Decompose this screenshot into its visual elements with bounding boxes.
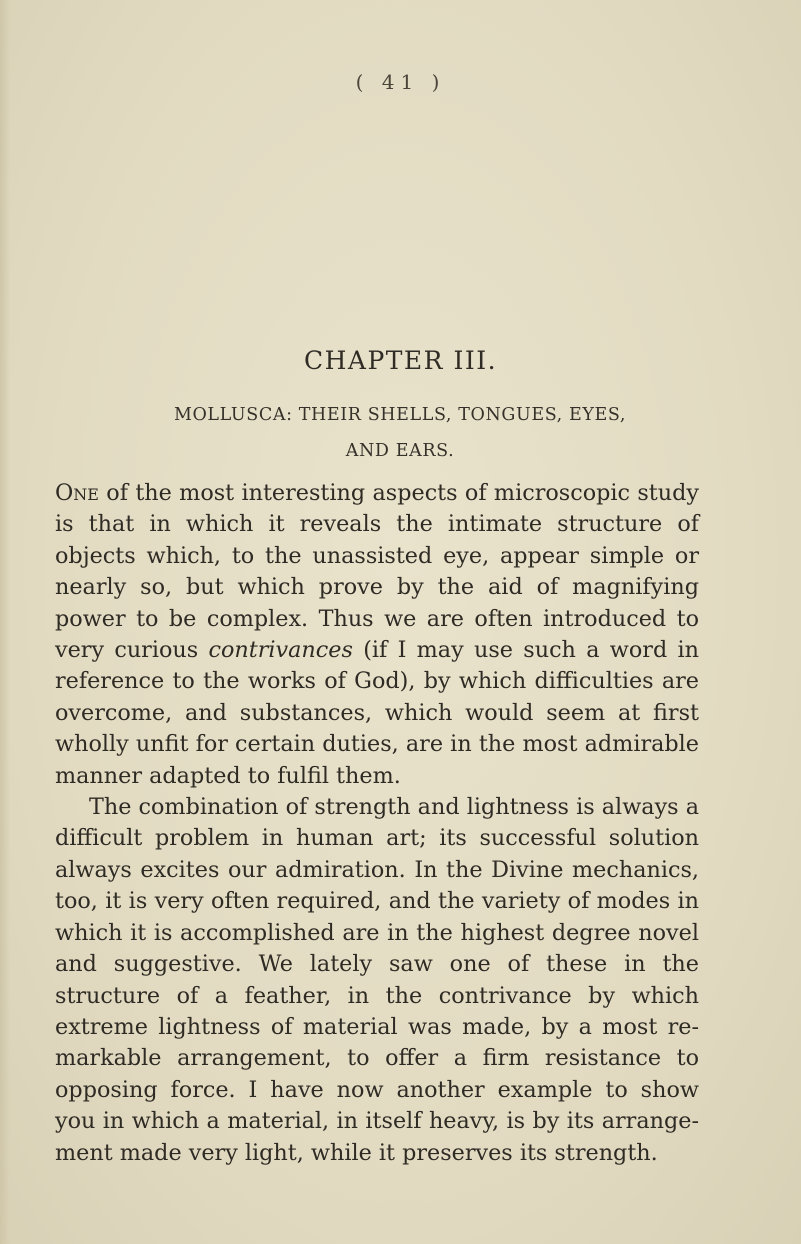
page-edge-shadow [0,0,10,1244]
chapter-subtitle: MOLLUSCA: THEIR SHELLS, TONGUES, EYES, AND EARS. [173,405,627,461]
chapter-title: CHAPTER III. [303,346,498,375]
paragraph-lead-word: One [55,480,99,506]
paragraph-2: The combination of strength and lightness is always a difficult problem in human art; its successful solution always excites our admiration. In the Divine mechanics, too, it is very often required, and the variety of modes in which it is accomplished are in the highest degree novel and suggestive. We lately saw one of these in the structure of a feather, in the contrivance by which extreme lightness of material was made, by a most re-markable arrangement, to offer a firm resistance to opposing force. I have now another example to show you in which a material, in itself heavy, is by its arrange-ment made very light, while it preserves its strength. [55,794,699,1166]
body-text [55,478,699,1169]
page-number: ( 41 ) [355,70,446,94]
paragraph-1-italic: contrivances [208,637,353,664]
paragraph-1-text-a: of the most interesting aspects of microscopic study is that in which it reveals the intimate structure of objects which, to the unassisted eye, appear simple or nearly so, but which prove by the aid of magnifying power to be complex. Thus we are often introduced to very curious [55,480,699,664]
paragraph-1 [55,478,699,792]
paragraph-1-text-b: (if I may use such a word in reference to the works of God), by which difficulties are overcome, and substances, which would seem at first wholly unfit for certain duties, are in the most admirable manner adapted to fulfil them. [55,637,700,789]
